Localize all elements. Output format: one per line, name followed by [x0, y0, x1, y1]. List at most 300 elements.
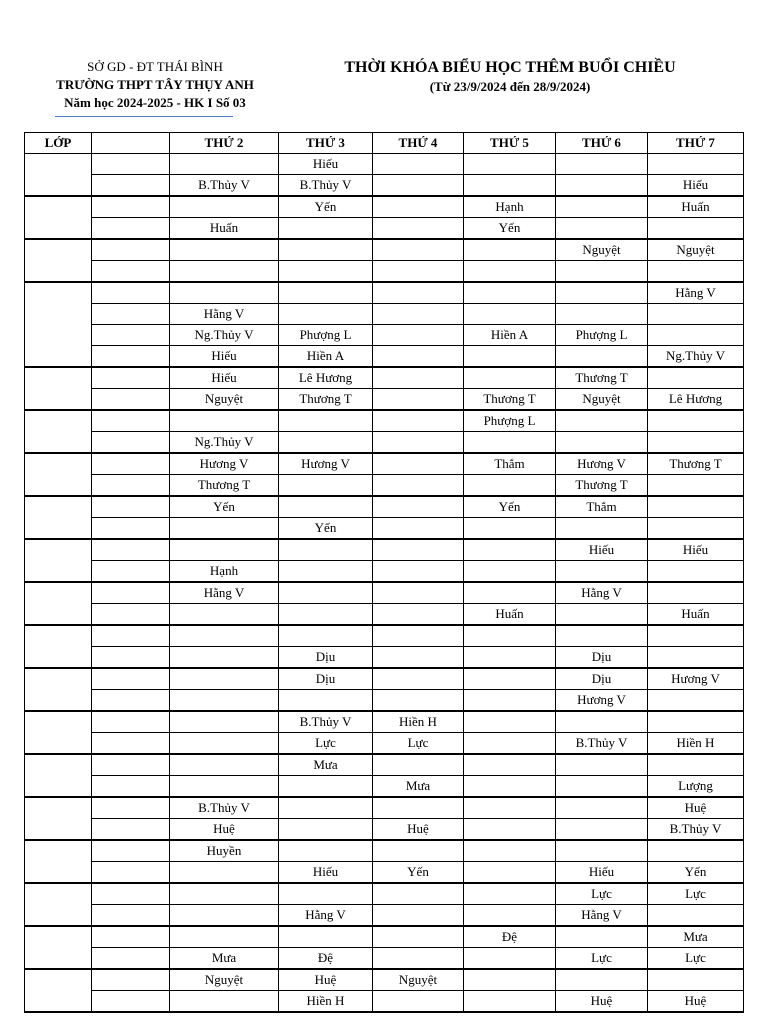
teacher-cell: Lê Hương: [648, 389, 744, 411]
session-cell: [92, 776, 170, 798]
table-row: [25, 754, 744, 776]
session-cell: [92, 475, 170, 497]
teacher-cell: [279, 539, 373, 561]
session-cell: [92, 496, 170, 518]
teacher-cell: [556, 282, 648, 304]
table-row: [25, 604, 744, 626]
teacher-cell: [373, 218, 464, 240]
teacher-cell: Hằng V: [648, 282, 744, 304]
teacher-cell: B.Thủy V: [648, 819, 744, 841]
teacher-cell: [170, 154, 279, 175]
teacher-cell: [279, 304, 373, 325]
table-row: [25, 239, 744, 261]
teacher-cell: [279, 432, 373, 454]
teacher-cell: Huệ: [279, 969, 373, 991]
teacher-cell: Huệ: [170, 819, 279, 841]
teacher-cell: Hằng V: [279, 905, 373, 927]
timetable-body: [25, 154, 744, 1013]
teacher-cell: B.Thủy V: [279, 711, 373, 733]
class-cell: [25, 154, 92, 197]
teacher-cell: Thương T: [648, 453, 744, 475]
teacher-cell: [373, 690, 464, 712]
teacher-cell: [373, 496, 464, 518]
teacher-cell: [373, 239, 464, 261]
teacher-cell: Huệ: [556, 991, 648, 1013]
teacher-cell: [464, 261, 556, 283]
teacher-cell: [373, 840, 464, 862]
teacher-cell: [464, 905, 556, 927]
teacher-cell: [170, 776, 279, 798]
session-cell: [92, 625, 170, 647]
teacher-cell: [170, 883, 279, 905]
class-cell: [25, 196, 92, 239]
session-cell: [92, 905, 170, 927]
teacher-cell: [279, 690, 373, 712]
teacher-cell: [373, 304, 464, 325]
table-row: [25, 862, 744, 884]
teacher-cell: Hiền A: [464, 325, 556, 346]
class-cell: [25, 625, 92, 668]
teacher-cell: [279, 819, 373, 841]
table-row: [25, 711, 744, 733]
column-header: THỨ 4: [373, 133, 464, 154]
teacher-cell: Hiền H: [279, 991, 373, 1013]
teacher-cell: [279, 926, 373, 948]
teacher-cell: [170, 261, 279, 283]
teacher-cell: [279, 218, 373, 240]
teacher-cell: [373, 625, 464, 647]
teacher-cell: Huệ: [648, 991, 744, 1013]
table-row: [25, 561, 744, 583]
teacher-cell: Thương T: [556, 475, 648, 497]
class-cell: [25, 453, 92, 496]
teacher-cell: [464, 711, 556, 733]
teacher-cell: [373, 604, 464, 626]
table-row: [25, 218, 744, 240]
teacher-cell: Hiền H: [648, 733, 744, 755]
teacher-cell: Thắm: [556, 496, 648, 518]
teacher-cell: [279, 261, 373, 283]
teacher-cell: [373, 647, 464, 669]
teacher-cell: [170, 862, 279, 884]
teacher-cell: [648, 625, 744, 647]
teacher-cell: [464, 819, 556, 841]
teacher-cell: Hiền H: [373, 711, 464, 733]
teacher-cell: Lê Hương: [279, 367, 373, 389]
teacher-cell: [648, 325, 744, 346]
table-row: [25, 625, 744, 647]
column-header: THỨ 5: [464, 133, 556, 154]
teacher-cell: Hiền A: [279, 346, 373, 368]
teacher-cell: Yến: [648, 862, 744, 884]
table-row: [25, 154, 744, 175]
teacher-cell: [170, 604, 279, 626]
teacher-cell: [170, 196, 279, 218]
document-heading: [305, 58, 715, 96]
teacher-cell: [170, 518, 279, 540]
table-row: [25, 539, 744, 561]
table-row: [25, 367, 744, 389]
session-cell: [92, 346, 170, 368]
teacher-cell: Yến: [279, 196, 373, 218]
teacher-cell: [464, 582, 556, 604]
session-cell: [92, 862, 170, 884]
teacher-cell: Dịu: [279, 647, 373, 669]
table-row: [25, 496, 744, 518]
teacher-cell: Nguyệt: [556, 239, 648, 261]
class-cell: [25, 539, 92, 582]
teacher-cell: Nguyệt: [648, 239, 744, 261]
teacher-cell: Hạnh: [170, 561, 279, 583]
teacher-cell: Ng.Thủy V: [170, 325, 279, 346]
teacher-cell: Thương T: [464, 389, 556, 411]
table-row: [25, 453, 744, 475]
teacher-cell: Mưa: [170, 948, 279, 970]
table-row: [25, 797, 744, 819]
class-cell: [25, 711, 92, 754]
teacher-cell: Mưa: [373, 776, 464, 798]
teacher-cell: Nguyệt: [170, 969, 279, 991]
teacher-cell: [464, 432, 556, 454]
teacher-cell: Hiếu: [279, 862, 373, 884]
teacher-cell: [170, 690, 279, 712]
teacher-cell: [170, 668, 279, 690]
teacher-cell: [170, 282, 279, 304]
teacher-cell: Lực: [556, 948, 648, 970]
session-cell: [92, 797, 170, 819]
class-cell: [25, 410, 92, 453]
teacher-cell: B.Thủy V: [279, 175, 373, 197]
class-cell: [25, 582, 92, 625]
teacher-cell: [170, 733, 279, 755]
teacher-cell: Yến: [373, 862, 464, 884]
session-cell: [92, 432, 170, 454]
teacher-cell: [170, 991, 279, 1013]
teacher-cell: Hằng V: [170, 582, 279, 604]
class-cell: [25, 367, 92, 410]
teacher-cell: [464, 883, 556, 905]
teacher-cell: Lực: [648, 948, 744, 970]
teacher-cell: [373, 668, 464, 690]
teacher-cell: Huấn: [464, 604, 556, 626]
teacher-cell: [556, 261, 648, 283]
teacher-cell: [464, 840, 556, 862]
session-cell: [92, 539, 170, 561]
session-cell: [92, 367, 170, 389]
session-cell: [92, 282, 170, 304]
teacher-cell: [648, 690, 744, 712]
table-row: [25, 410, 744, 432]
teacher-cell: Nguyệt: [170, 389, 279, 411]
teacher-cell: [648, 367, 744, 389]
teacher-cell: [648, 905, 744, 927]
teacher-cell: [556, 154, 648, 175]
class-cell: [25, 883, 92, 926]
table-row: [25, 432, 744, 454]
class-cell: [25, 797, 92, 840]
teacher-cell: Thương T: [556, 367, 648, 389]
teacher-cell: [373, 432, 464, 454]
teacher-cell: Dịu: [556, 647, 648, 669]
school-year: Năm học 2024-2025 - HK I Số 03: [64, 95, 246, 110]
class-cell: [25, 969, 92, 1012]
teacher-cell: [373, 410, 464, 432]
teacher-cell: [170, 625, 279, 647]
teacher-cell: [279, 475, 373, 497]
column-header: THỨ 2: [170, 133, 279, 154]
teacher-cell: [279, 410, 373, 432]
teacher-cell: Thương T: [279, 389, 373, 411]
table-row: [25, 261, 744, 283]
teacher-cell: [373, 389, 464, 411]
teacher-cell: [170, 754, 279, 776]
teacher-cell: B.Thủy V: [556, 733, 648, 755]
teacher-cell: [556, 797, 648, 819]
teacher-cell: [556, 604, 648, 626]
table-row: [25, 582, 744, 604]
teacher-cell: [170, 905, 279, 927]
teacher-cell: Yến: [464, 218, 556, 240]
teacher-cell: Hiếu: [279, 154, 373, 175]
school-header: [20, 58, 290, 112]
session-cell: [92, 518, 170, 540]
teacher-cell: [556, 754, 648, 776]
teacher-cell: Đệ: [464, 926, 556, 948]
teacher-cell: [279, 496, 373, 518]
teacher-cell: [556, 346, 648, 368]
teacher-cell: [373, 518, 464, 540]
teacher-cell: Lực: [279, 733, 373, 755]
teacher-cell: [556, 840, 648, 862]
teacher-cell: [279, 582, 373, 604]
teacher-cell: [464, 969, 556, 991]
teacher-cell: [648, 304, 744, 325]
teacher-cell: [464, 948, 556, 970]
teacher-cell: [373, 325, 464, 346]
class-cell: [25, 668, 92, 711]
session-cell: [92, 883, 170, 905]
teacher-cell: [464, 776, 556, 798]
session-cell: [92, 304, 170, 325]
teacher-cell: [373, 582, 464, 604]
teacher-cell: [279, 840, 373, 862]
teacher-cell: [373, 367, 464, 389]
teacher-cell: Ng.Thủy V: [648, 346, 744, 368]
teacher-cell: [373, 948, 464, 970]
session-cell: [92, 561, 170, 583]
session-cell: [92, 175, 170, 197]
teacher-cell: Hương V: [648, 668, 744, 690]
teacher-cell: [464, 733, 556, 755]
teacher-cell: Mưa: [648, 926, 744, 948]
teacher-cell: Nguyệt: [373, 969, 464, 991]
teacher-cell: Huệ: [648, 797, 744, 819]
session-cell: [92, 926, 170, 948]
teacher-cell: Hiếu: [556, 539, 648, 561]
teacher-cell: [279, 561, 373, 583]
teacher-cell: [373, 175, 464, 197]
teacher-cell: Dịu: [556, 668, 648, 690]
teacher-cell: [170, 539, 279, 561]
table-row: [25, 926, 744, 948]
teacher-cell: [373, 754, 464, 776]
teacher-cell: [556, 969, 648, 991]
teacher-cell: [556, 711, 648, 733]
document-title: THỜI KHÓA BIỂU HỌC THÊM BUỔI CHIỀU: [344, 59, 676, 76]
table-row: [25, 304, 744, 325]
teacher-cell: [556, 196, 648, 218]
teacher-cell: [648, 754, 744, 776]
teacher-cell: Đệ: [279, 948, 373, 970]
teacher-cell: [556, 304, 648, 325]
teacher-cell: Hiếu: [170, 346, 279, 368]
teacher-cell: [464, 282, 556, 304]
teacher-cell: [279, 883, 373, 905]
teacher-cell: Yến: [464, 496, 556, 518]
teacher-cell: [556, 175, 648, 197]
teacher-cell: Hiếu: [648, 175, 744, 197]
session-cell: [92, 218, 170, 240]
table-row: [25, 475, 744, 497]
teacher-cell: Huyền: [170, 840, 279, 862]
teacher-cell: [648, 561, 744, 583]
teacher-cell: [373, 196, 464, 218]
table-row: [25, 346, 744, 368]
teacher-cell: Yến: [170, 496, 279, 518]
teacher-cell: Ng.Thủy V: [170, 432, 279, 454]
teacher-cell: [279, 776, 373, 798]
teacher-cell: [170, 410, 279, 432]
teacher-cell: [170, 647, 279, 669]
teacher-cell: [464, 991, 556, 1013]
teacher-cell: [373, 926, 464, 948]
teacher-cell: [648, 475, 744, 497]
teacher-cell: [373, 475, 464, 497]
teacher-cell: Thắm: [464, 453, 556, 475]
teacher-cell: Hiếu: [648, 539, 744, 561]
teacher-cell: [556, 518, 648, 540]
teacher-cell: [170, 239, 279, 261]
teacher-cell: [648, 840, 744, 862]
teacher-cell: Yến: [279, 518, 373, 540]
table-row: [25, 776, 744, 798]
teacher-cell: [464, 625, 556, 647]
teacher-cell: [464, 668, 556, 690]
session-cell: [92, 261, 170, 283]
session-cell: [92, 325, 170, 346]
teacher-cell: [279, 604, 373, 626]
session-cell: [92, 690, 170, 712]
session-cell: [92, 453, 170, 475]
teacher-cell: Hạnh: [464, 196, 556, 218]
column-header: LỚP: [25, 133, 92, 154]
teacher-cell: [556, 218, 648, 240]
department-name: SỞ GD - ĐT THÁI BÌNH: [87, 59, 223, 74]
teacher-cell: [648, 647, 744, 669]
session-cell: [92, 410, 170, 432]
table-row: [25, 969, 744, 991]
teacher-cell: [464, 690, 556, 712]
teacher-cell: [464, 754, 556, 776]
teacher-cell: [648, 218, 744, 240]
teacher-cell: Hương V: [170, 453, 279, 475]
teacher-cell: [464, 518, 556, 540]
teacher-cell: Hiếu: [170, 367, 279, 389]
column-header: THỨ 7: [648, 133, 744, 154]
teacher-cell: [648, 582, 744, 604]
teacher-cell: [464, 539, 556, 561]
table-row: [25, 733, 744, 755]
timetable: [24, 132, 744, 1013]
teacher-cell: Thương T: [170, 475, 279, 497]
teacher-cell: [373, 453, 464, 475]
session-cell: [92, 948, 170, 970]
teacher-cell: [556, 926, 648, 948]
table-row: [25, 325, 744, 346]
table-row: [25, 282, 744, 304]
session-cell: [92, 819, 170, 841]
session-cell: [92, 604, 170, 626]
session-cell: [92, 196, 170, 218]
teacher-cell: [464, 862, 556, 884]
teacher-cell: Huấn: [648, 604, 744, 626]
session-cell: [92, 582, 170, 604]
session-cell: [92, 239, 170, 261]
teacher-cell: [464, 175, 556, 197]
teacher-cell: [373, 991, 464, 1013]
teacher-cell: Phượng L: [464, 410, 556, 432]
teacher-cell: [556, 625, 648, 647]
teacher-cell: Hằng V: [556, 905, 648, 927]
teacher-cell: B.Thủy V: [170, 797, 279, 819]
teacher-cell: Huệ: [373, 819, 464, 841]
column-header: THỨ 3: [279, 133, 373, 154]
teacher-cell: [464, 239, 556, 261]
table-row: [25, 647, 744, 669]
teacher-cell: Phượng L: [556, 325, 648, 346]
table-row: [25, 518, 744, 540]
column-header: THỨ 6: [556, 133, 648, 154]
teacher-cell: Hương V: [556, 690, 648, 712]
class-cell: [25, 239, 92, 282]
session-cell: [92, 969, 170, 991]
teacher-cell: [556, 561, 648, 583]
teacher-cell: [373, 346, 464, 368]
teacher-cell: [279, 625, 373, 647]
teacher-cell: [556, 776, 648, 798]
class-cell: [25, 496, 92, 539]
table-row: [25, 948, 744, 970]
teacher-cell: [464, 797, 556, 819]
teacher-cell: [464, 561, 556, 583]
teacher-cell: [373, 261, 464, 283]
table-row: [25, 668, 744, 690]
teacher-cell: B.Thủy V: [170, 175, 279, 197]
teacher-cell: [373, 797, 464, 819]
teacher-cell: [279, 797, 373, 819]
teacher-cell: [648, 261, 744, 283]
table-row: [25, 175, 744, 197]
teacher-cell: Hương V: [556, 453, 648, 475]
teacher-cell: [373, 282, 464, 304]
table-row: [25, 905, 744, 927]
teacher-cell: [556, 432, 648, 454]
teacher-cell: [648, 410, 744, 432]
teacher-cell: [648, 496, 744, 518]
column-header: [92, 133, 170, 154]
teacher-cell: Hằng V: [556, 582, 648, 604]
table-row: [25, 196, 744, 218]
